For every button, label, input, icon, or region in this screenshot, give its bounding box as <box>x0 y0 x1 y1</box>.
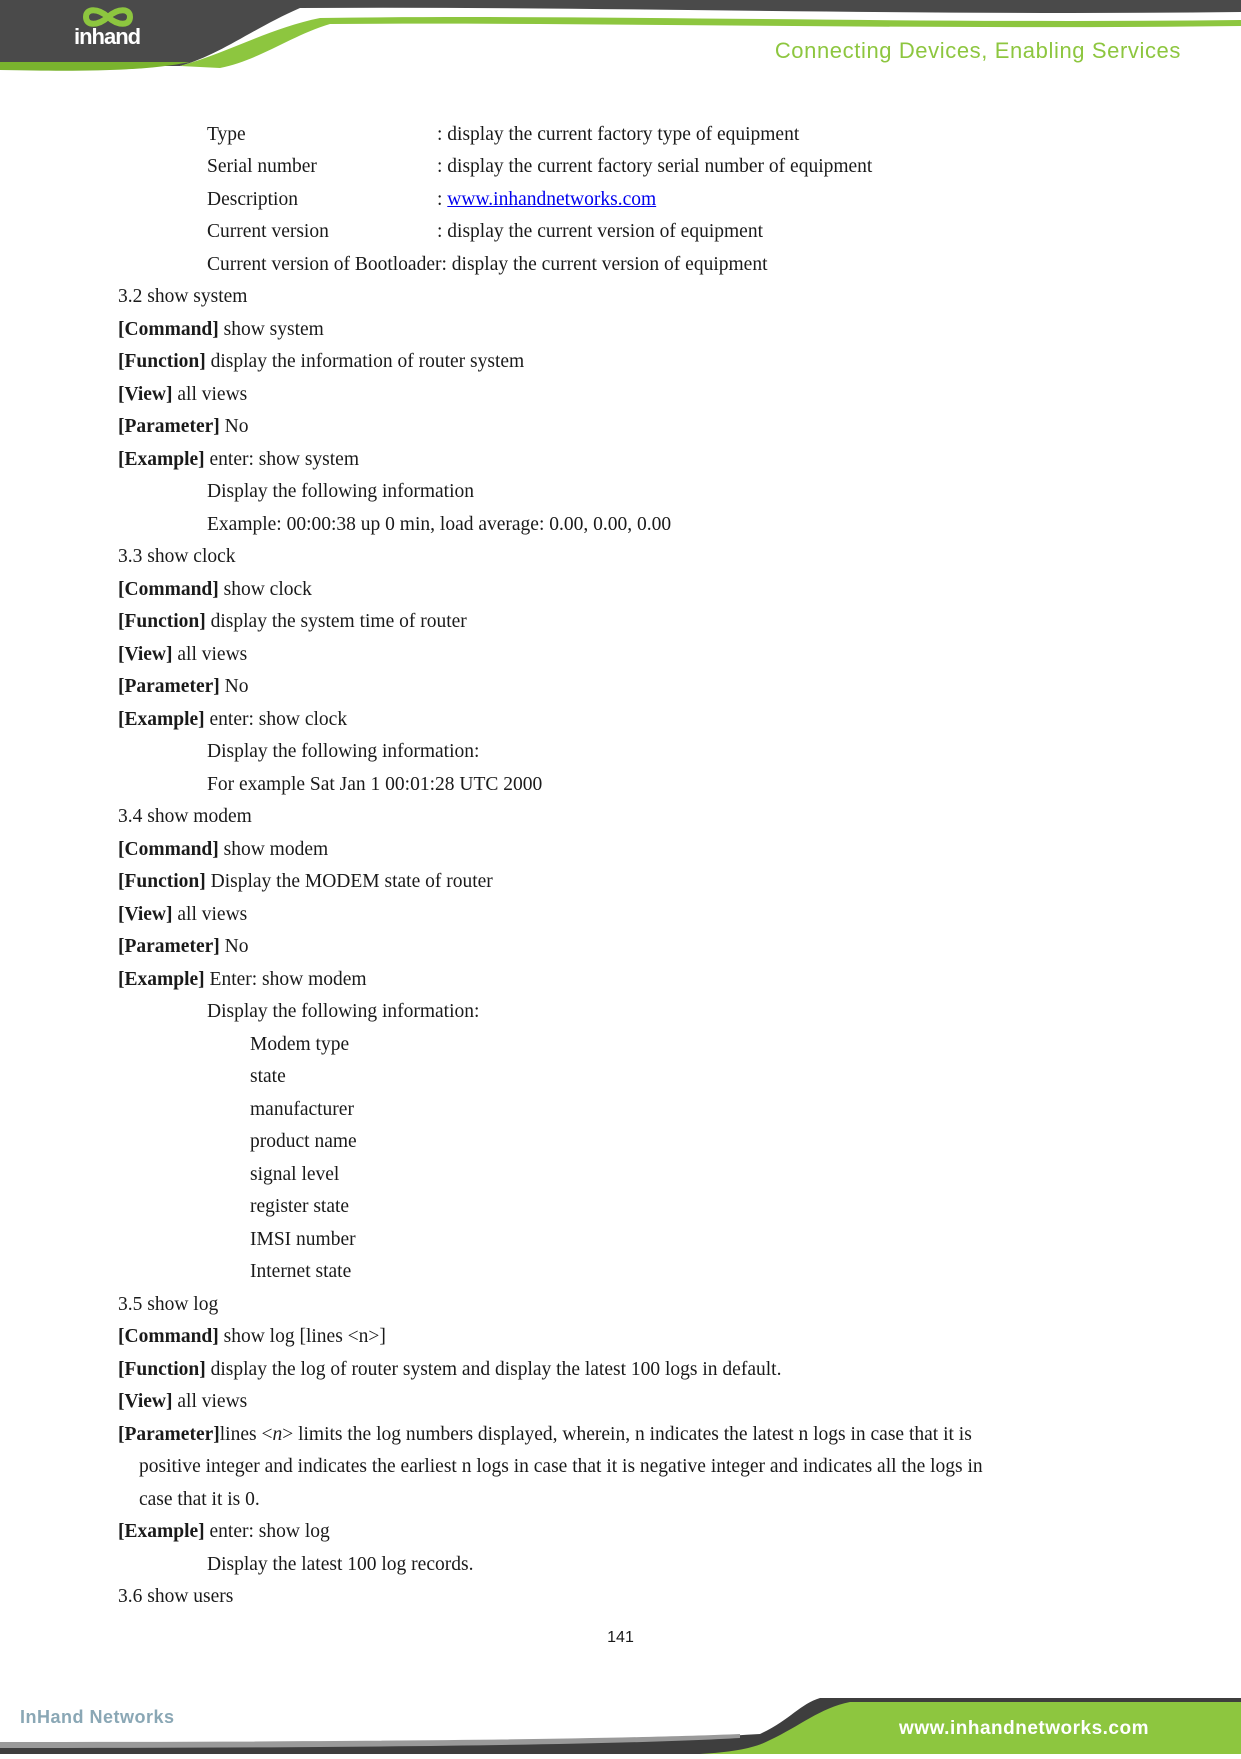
info-row-description: Description : www.inhandnetworks.com <box>207 189 657 210</box>
command-line: [Command] show modem <box>118 839 329 860</box>
list-item: manufacturer <box>250 1099 354 1120</box>
view-line: [View] all views <box>118 384 248 405</box>
view-line: [View] all views <box>118 1391 248 1412</box>
view-line: [View] all views <box>118 904 248 925</box>
footer-company: InHand Networks <box>20 1707 175 1727</box>
list-item: state <box>250 1066 286 1087</box>
logo-text: inhand <box>74 24 141 49</box>
example-detail: For example Sat Jan 1 00:01:28 UTC 2000 <box>207 774 543 795</box>
list-item: product name <box>250 1131 357 1152</box>
example-line: [Example] enter: show clock <box>118 709 348 730</box>
info-row-serial: Serial number : display the current factory serial number of equipment <box>207 156 873 177</box>
function-line: [Function] display the information of router system <box>118 351 525 372</box>
page-footer <box>0 1690 1241 1754</box>
example-detail: Display the latest 100 log records. <box>207 1554 474 1575</box>
header-tagline: Connecting Devices, Enabling Services <box>774 38 1181 63</box>
example-line: [Example] enter: show log <box>118 1521 330 1542</box>
function-line: [Function] display the log of router system and display the latest 100 logs in default. <box>118 1359 782 1380</box>
list-item: Internet state <box>250 1261 352 1282</box>
list-item: Modem type <box>250 1034 350 1055</box>
section-heading-3-3: 3.3 show clock <box>118 546 236 567</box>
example-detail: Display the following information <box>207 481 475 502</box>
list-item: IMSI number <box>250 1229 356 1250</box>
section-heading-3-5: 3.5 show log <box>118 1294 219 1315</box>
page-header <box>0 0 1241 80</box>
parameter-line: [Parameter] No <box>118 416 249 437</box>
parameter-continuation: positive integer and indicates the earliest n logs in case that it is negative integer and indicates all the logs in <box>139 1456 983 1477</box>
section-heading-3-6: 3.6 show users <box>118 1586 234 1607</box>
example-line: [Example] enter: show system <box>118 449 360 470</box>
parameter-line: [Parameter]lines <n> limits the log numbers displayed, wherein, n indicates the latest n logs in case that it is <box>118 1424 972 1445</box>
page-number: 141 <box>607 1629 634 1646</box>
website-link[interactable]: www.inhandnetworks.com <box>447 189 657 210</box>
info-row-version: Current version : display the current version of equipment <box>207 221 763 242</box>
view-line: [View] all views <box>118 644 248 665</box>
command-line: [Command] show system <box>118 319 324 340</box>
list-item: signal level <box>250 1164 340 1185</box>
function-line: [Function] display the system time of router <box>118 611 467 632</box>
list-item: register state <box>250 1196 350 1217</box>
info-row-bootloader: Current version of Bootloader: display the current version of equipment <box>207 254 768 275</box>
command-line: [Command] show log [lines <n>] <box>118 1326 386 1347</box>
example-detail: Display the following information: <box>207 741 480 762</box>
example-line: [Example] Enter: show modem <box>118 969 367 990</box>
section-heading-3-4: 3.4 show modem <box>118 806 252 827</box>
function-line: [Function] Display the MODEM state of router <box>118 871 493 892</box>
parameter-line: [Parameter] No <box>118 936 249 957</box>
section-heading-3-2: 3.2 show system <box>118 286 248 307</box>
example-detail: Display the following information: <box>207 1001 480 1022</box>
info-row-type: Type : display the current factory type of equipment <box>207 124 800 145</box>
example-detail: Example: 00:00:38 up 0 min, load average: 0.00, 0.00, 0.00 <box>207 514 672 535</box>
parameter-line: [Parameter] No <box>118 676 249 697</box>
footer-website: www.inhandnetworks.com <box>899 1718 1149 1739</box>
parameter-continuation: case that it is 0. <box>139 1489 260 1510</box>
command-line: [Command] show clock <box>118 579 312 600</box>
